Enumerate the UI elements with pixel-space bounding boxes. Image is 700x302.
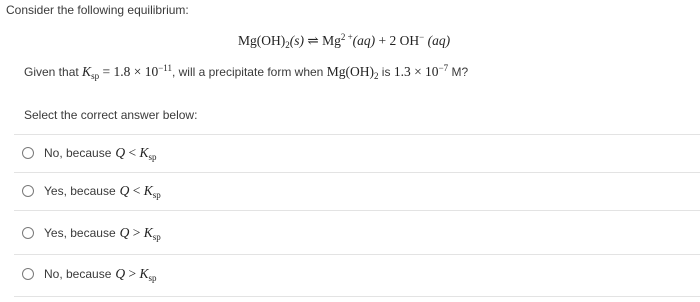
cation: Mg (322, 33, 341, 48)
concentration-mantissa: 1.3 × 10 (393, 64, 439, 79)
radio-button[interactable] (22, 185, 34, 197)
option-math (120, 225, 161, 241)
radio-button[interactable] (22, 268, 34, 280)
k-symbol: K (139, 145, 149, 160)
equilibrium-arrow: ⇌ (307, 33, 319, 48)
k-subscript: sp (148, 152, 157, 162)
k-subscript: sp (148, 273, 157, 283)
option-math (115, 266, 156, 282)
question-prompt: Consider the following equilibrium: (6, 3, 189, 17)
plus-sign: + (378, 33, 387, 48)
option-label: No, because (44, 267, 112, 281)
option-math (115, 145, 156, 161)
option-label: Yes, because (44, 184, 116, 198)
k-symbol: K (143, 225, 153, 240)
equilibrium-equation (238, 33, 450, 49)
comparison-operator: < (132, 183, 141, 198)
q-symbol: Q (115, 266, 126, 281)
is-text: is (381, 65, 391, 79)
given-middle: , will a precipitate form when (171, 65, 324, 79)
reactant: Mg(OH) (238, 33, 286, 48)
k-symbol: K (143, 183, 153, 198)
q-symbol: Q (119, 183, 130, 198)
answer-option-2[interactable] (16, 172, 700, 210)
anion-charge: − (419, 32, 425, 42)
compound-subscript: 2 (373, 71, 379, 81)
given-prefix: Given that (24, 65, 79, 79)
k-subscript: sp (152, 232, 161, 242)
equals-sign: = (102, 64, 111, 79)
radio-button[interactable] (22, 227, 34, 239)
ksp-symbol: K (82, 64, 92, 79)
comparison-operator: < (128, 145, 137, 160)
q-symbol: Q (115, 145, 126, 160)
option-label: Yes, because (44, 226, 116, 240)
cation-state: (aq) (352, 33, 376, 48)
reactant-subscript: 2 (285, 40, 290, 50)
radio-button[interactable] (22, 147, 34, 159)
ksp-subscript: sp (91, 71, 100, 81)
anion: OH (399, 33, 420, 48)
comparison-operator: > (132, 225, 141, 240)
unit: M? (451, 65, 469, 79)
comparison-operator: > (128, 266, 137, 281)
concentration-exponent: −7 (438, 63, 449, 73)
given-statement (24, 64, 468, 80)
option-math (120, 183, 161, 199)
answer-option-3[interactable] (16, 214, 700, 252)
answer-option-4[interactable] (16, 255, 700, 293)
divider (14, 296, 700, 297)
instruction-text: Select the correct answer below: (24, 108, 198, 122)
answer-option-1[interactable] (16, 134, 700, 172)
k-symbol: K (139, 266, 149, 281)
ksp-exponent: −11 (158, 63, 172, 73)
q-symbol: Q (119, 225, 130, 240)
anion-state: (aq) (427, 33, 451, 48)
k-subscript: sp (152, 190, 161, 200)
reactant-state: (s) (289, 33, 304, 48)
divider (14, 210, 700, 211)
cation-charge: 2 + (340, 32, 353, 42)
anion-coefficient: 2 (389, 33, 397, 48)
compound: Mg(OH) (326, 64, 374, 79)
ksp-mantissa: 1.8 × 10 (113, 64, 159, 79)
option-label: No, because (44, 146, 112, 160)
